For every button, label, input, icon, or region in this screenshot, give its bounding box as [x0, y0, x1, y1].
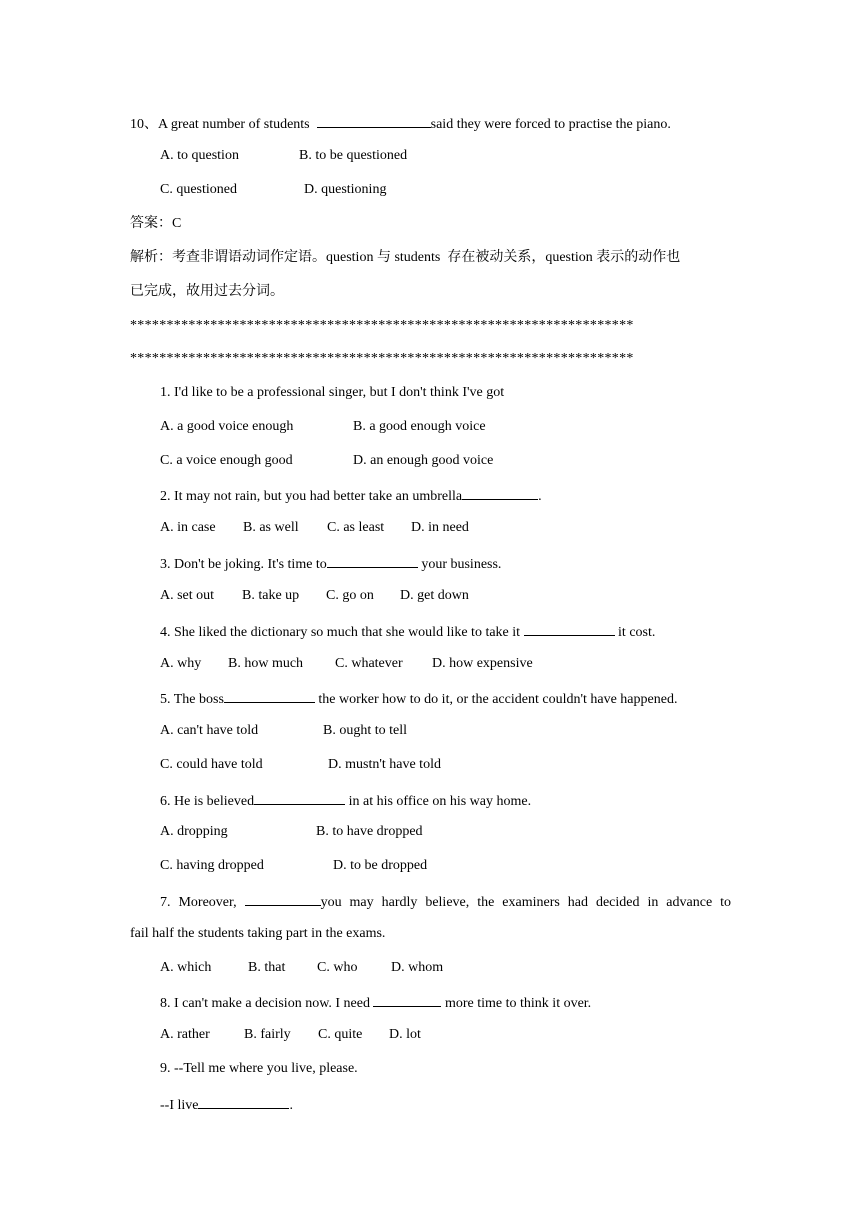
q10-answer: 答案：C: [130, 216, 182, 231]
q7-option-d: D. whom: [391, 960, 444, 975]
answer-blank: [373, 992, 441, 1007]
q6-stem: [160, 790, 531, 811]
separator-line-1: *********************************************************************: [130, 318, 634, 333]
q10-analysis-line-1: 解析：考查非谓语动词作定语。question 与 students 存在被动关系，question 表示的动作也: [130, 250, 681, 265]
q1-stem: 1. I'd like to be a professional singer, but I don't think I've got: [160, 385, 505, 400]
answer-blank: [317, 113, 431, 128]
q8-stem-post: more time to think it over.: [441, 996, 592, 1011]
q2-option-d: D. in need: [411, 520, 469, 535]
answer-blank: [327, 553, 418, 568]
q1-option-d: D. an enough good voice: [353, 453, 494, 468]
q6-option-d: D. to be dropped: [333, 858, 428, 873]
q3-stem-post: your business.: [417, 557, 502, 572]
q10-stem: [130, 113, 671, 134]
q10-stem-post: said they were forced to practise the piano.: [430, 117, 671, 132]
q8-option-d: D. lot: [389, 1027, 421, 1042]
q4-stem-post: it cost.: [614, 625, 656, 640]
answer-blank: [524, 621, 615, 636]
q2-stem: [160, 485, 542, 506]
q5-stem-pre: 5. The boss: [160, 692, 224, 707]
q3-stem: [160, 553, 501, 574]
q7-stem-line-2: fail half the students taking part in the exams.: [130, 926, 386, 941]
q3-stem-pre: 3. Don't be joking. It's time to: [160, 557, 327, 572]
q2-option-a: A. in case: [160, 520, 216, 535]
q9-line-2-pre: --I live: [160, 1098, 199, 1113]
q1-option-a: A. a good voice enough: [160, 419, 294, 434]
q7-stem: [160, 891, 731, 912]
q9-line-1: 9. --Tell me where you live, please.: [160, 1061, 358, 1076]
answer-blank: [254, 790, 345, 805]
q6-option-a: A. dropping: [160, 824, 228, 839]
q10-option-a: A. to question: [160, 148, 239, 163]
answer-blank: [224, 688, 315, 703]
q9-line-2: [160, 1094, 293, 1115]
q8-stem-pre: 8. I can't make a decision now. I need: [160, 996, 374, 1011]
q5-stem: [160, 688, 677, 709]
q5-option-a: A. can't have told: [160, 723, 259, 738]
q4-option-b: B. how much: [228, 656, 304, 671]
q1-option-b: B. a good enough voice: [353, 419, 486, 434]
answer-blank: [198, 1094, 289, 1109]
q10-option-d: D. questioning: [304, 182, 387, 197]
q4-option-c: C. whatever: [335, 656, 403, 671]
q8-stem: [160, 992, 591, 1013]
q5-option-d: D. mustn't have told: [328, 757, 441, 772]
q8-option-b: B. fairly: [244, 1027, 291, 1042]
separator-line-2: *********************************************************************: [130, 351, 634, 366]
q10-option-c: C. questioned: [160, 182, 237, 197]
q7-option-a: A. which: [160, 960, 212, 975]
q7-option-c: C. who: [317, 960, 358, 975]
q9-line-2-post: .: [289, 1098, 293, 1113]
q2-stem-post: .: [538, 489, 542, 504]
q3-option-d: D. get down: [400, 588, 469, 603]
q3-option-c: C. go on: [326, 588, 374, 603]
q7-stem-pre: 7. Moreover,: [160, 895, 245, 910]
q4-stem-pre: 4. She liked the dictionary so much that she would like to take it: [160, 625, 524, 640]
q2-option-b: B. as well: [243, 520, 299, 535]
q10-analysis-line-2: 已完成，故用过去分词。: [130, 284, 284, 299]
q8-option-a: A. rather: [160, 1027, 210, 1042]
q2-option-c: C. as least: [327, 520, 385, 535]
q4-option-d: D. how expensive: [432, 656, 533, 671]
answer-blank: [245, 891, 321, 906]
q6-option-c: C. having dropped: [160, 858, 264, 873]
q4-option-a: A. why: [160, 656, 202, 671]
q3-option-b: B. take up: [242, 588, 300, 603]
q8-option-c: C. quite: [318, 1027, 363, 1042]
q4-stem: [160, 621, 655, 642]
q3-option-a: A. set out: [160, 588, 215, 603]
q7-option-b: B. that: [248, 960, 286, 975]
q6-stem-post: in at his office on his way home.: [345, 794, 532, 809]
q6-stem-pre: 6. He is believed: [160, 794, 255, 809]
q5-option-c: C. could have told: [160, 757, 263, 772]
q6-option-b: B. to have dropped: [316, 824, 423, 839]
q5-stem-post: the worker how to do it, or the accident couldn't have happened.: [314, 692, 678, 707]
answer-blank: [462, 485, 538, 500]
q1-option-c: C. a voice enough good: [160, 453, 293, 468]
q5-option-b: B. ought to tell: [323, 723, 407, 738]
q2-stem-pre: 2. It may not rain, but you had better take an umbrella: [160, 489, 463, 504]
q7-stem-post: you may hardly believe, the examiners had decided in advance to: [320, 895, 732, 910]
q10-option-b: B. to be questioned: [299, 148, 408, 163]
q10-stem-pre: 10、A great number of students: [130, 117, 317, 132]
